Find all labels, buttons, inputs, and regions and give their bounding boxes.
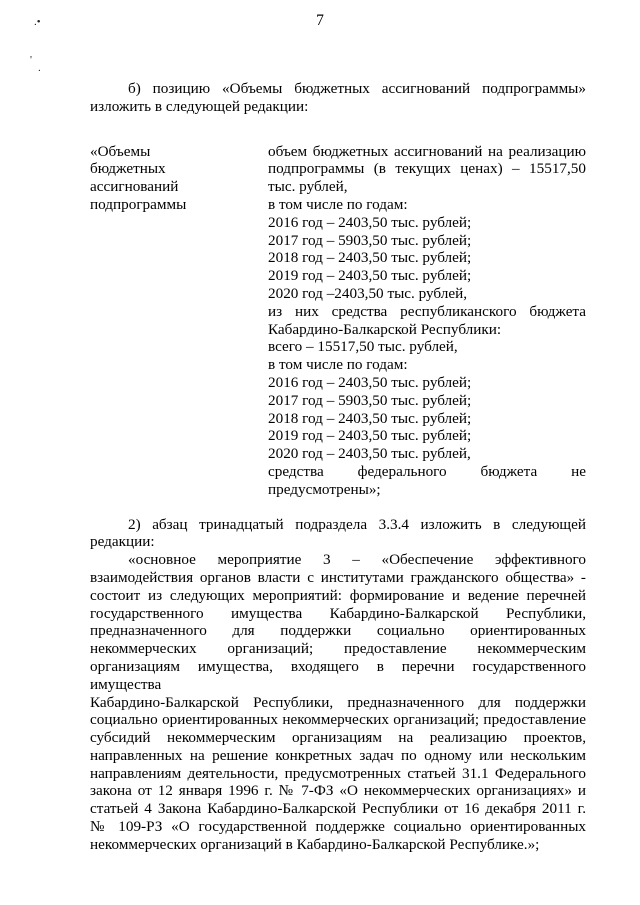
text-line: некоммерческих организаций; предоставление некоммерческим	[90, 640, 586, 658]
text-line: некоммерческих организаций в Кабардино-Балкарской Республике.»;	[90, 835, 540, 853]
text-line: направленных на решение конкретных задач по одному или нескольким	[90, 746, 586, 764]
text-line: Кабардино-Балкарской Республики, предназначенного для поддержки	[90, 693, 586, 711]
scan-mark: .	[38, 62, 41, 74]
table-value-line: 2019 год – 2403,50 тыс. рублей;	[268, 267, 472, 285]
table-value-line: Кабардино-Балкарской Республики:	[268, 320, 502, 338]
text-line: направлениям деятельности, предусмотренных статьей 31.1 Федерального	[90, 764, 586, 782]
table-value-line: в том числе по годам:	[268, 356, 408, 374]
page-number: 7	[316, 12, 324, 29]
document-body	[90, 80, 586, 854]
text-line: б) позицию «Объемы бюджетных ассигнований подпрограммы»	[128, 80, 586, 97]
text-line: организациям имущества, входящего в перечни государственного имущества	[90, 657, 586, 693]
text-line: социально ориентированных некоммерческих организаций; предоставление	[90, 711, 586, 729]
text-line: 2) абзац тринадцатый подраздела 3.3.4 изложить в следующей	[128, 515, 586, 533]
table-label-line: ассигнований	[90, 178, 179, 196]
table-value-line: 2020 год – 2403,50 тыс. рублей,	[268, 445, 471, 463]
table-value-line: предусмотрены»;	[268, 480, 381, 498]
text-line: изложить в следующей редакции:	[90, 97, 309, 115]
text-line: субсидий некоммерческим организациям на реализацию проектов,	[90, 729, 586, 747]
table-value-line: подпрограммы (в текущих ценах) – 15517,50	[268, 160, 586, 178]
scan-mark: .•	[34, 16, 41, 28]
scan-mark: '	[30, 54, 32, 66]
table-value-line: средства федерального бюджета не	[268, 462, 586, 480]
item-2-paragraph	[90, 516, 586, 552]
table-value-line: 2018 год – 2403,50 тыс. рублей;	[268, 409, 472, 427]
table-value-line: 2018 год – 2403,50 тыс. рублей;	[268, 249, 472, 267]
text-line: государственного имущества Кабардино-Балкарской Республики,	[90, 604, 586, 622]
table-value-line: 2017 год – 5903,50 тыс. рублей;	[268, 391, 472, 409]
text-line: редакции:	[90, 533, 155, 551]
text-line: состоит из следующих мероприятий: формирование и ведение перечней	[90, 586, 586, 604]
table-value-line: объем бюджетных ассигнований на реализацию	[268, 142, 586, 160]
table-value-line: 2020 год –2403,50 тыс. рублей,	[268, 284, 468, 302]
main-paragraph	[90, 551, 586, 854]
text-line: № 109-РЗ «О государственной поддержке социально ориентированных	[90, 818, 586, 836]
table-value-line: тыс. рублей,	[268, 178, 348, 196]
text-line: предназначенного для поддержки социально ориентированных	[90, 622, 586, 640]
table-label-line: «Объемы	[90, 142, 151, 160]
table-label-line: бюджетных	[90, 160, 166, 178]
table-left-column	[90, 143, 268, 499]
item-b-paragraph	[90, 80, 586, 116]
table-value-line: 2017 год – 5903,50 тыс. рублей;	[268, 231, 472, 249]
text-line: статьей 4 Закона Кабардино-Балкарской Республики от 16 декабря 2011 г.	[90, 800, 586, 818]
table-value-line: 2016 год – 2403,50 тыс. рублей;	[268, 213, 472, 231]
table-value-line: всего – 15517,50 тыс. рублей,	[268, 338, 458, 356]
text-line: закона от 12 января 1996 г. № 7-ФЗ «О некоммерческих организациях» и	[90, 782, 586, 800]
budget-allocation-table	[90, 143, 586, 499]
table-value-line: в том числе по годам:	[268, 195, 408, 213]
text-line: взаимодействия органов власти с институтами гражданского общества» -	[90, 568, 586, 586]
table-value-line: 2019 год – 2403,50 тыс. рублей;	[268, 427, 472, 445]
table-right-column	[268, 143, 586, 499]
table-label-line: подпрограммы	[90, 195, 187, 213]
table-value-line: из них средства республиканского бюджета	[268, 302, 586, 320]
table-value-line: 2016 год – 2403,50 тыс. рублей;	[268, 373, 472, 391]
text-line: «основное мероприятие 3 – «Обеспечение эффективного	[128, 551, 586, 569]
